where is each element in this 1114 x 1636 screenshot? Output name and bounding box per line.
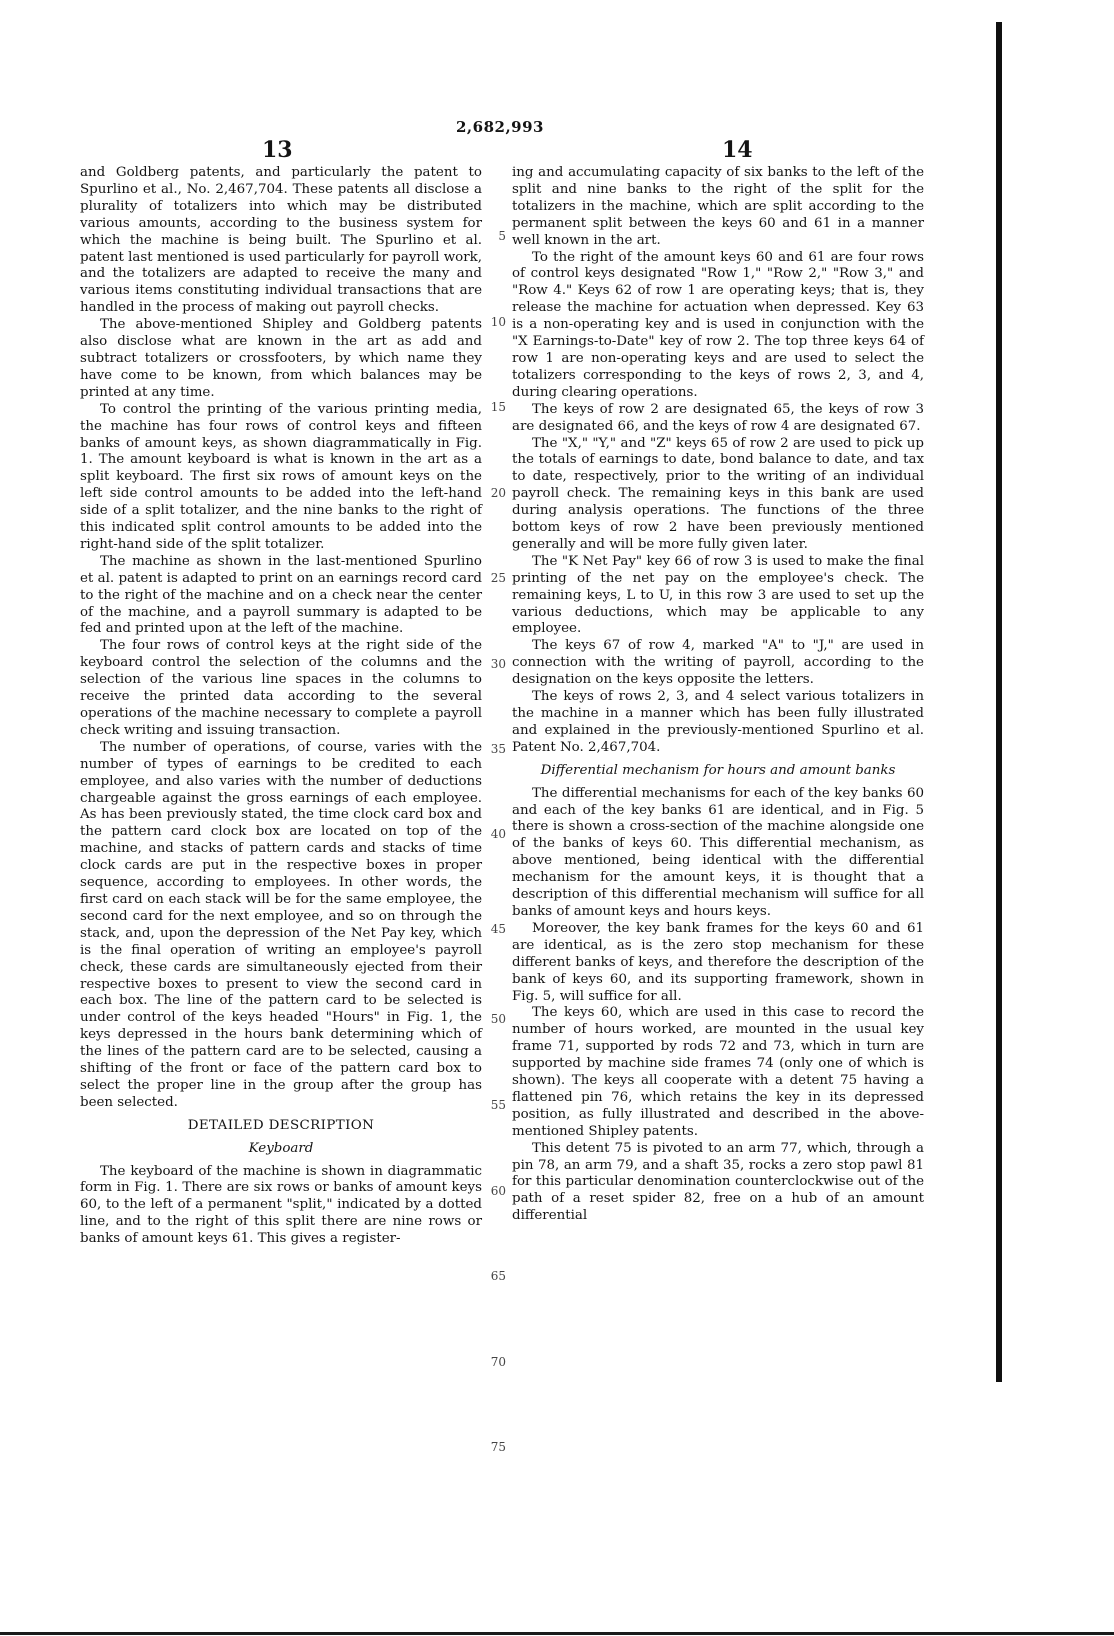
line-number: 10 <box>490 315 506 329</box>
patent-number: 2,682,993 <box>455 118 544 136</box>
paragraph: The "X," "Y," and "Z" keys 65 of row 2 are used to pick up the totals of earnings to date, bond balance to date, and tax to date, respectively, prior to the writing of an individual payroll check. The remaining keys in this bank are used during analysis operations. The functions of the three bottom keys of row 2 have been previously mentioned generally and will be more fully given later. <box>512 435 924 552</box>
line-number: 50 <box>490 1012 506 1026</box>
paragraph: The above-mentioned Shipley and Goldberg patents also disclose what are known in the art as add and subtract totalizers or crossfooters, by which name they have come to be known, from which balances may be printed at any time. <box>80 317 482 400</box>
line-number: 70 <box>490 1355 506 1369</box>
left-page-number: 13 <box>262 137 293 163</box>
line-number: 5 <box>498 229 506 243</box>
right-margin-rule <box>996 22 1002 1382</box>
line-number: 60 <box>490 1184 506 1198</box>
paragraph: The "K Net Pay" key 66 of row 3 is used to make the final printing of the net pay on the employee's check. The remaining keys, L to U, in this row 3 are used to set up the various deductions, which may be applicable to any employee. <box>512 553 924 637</box>
section-heading: DETAILED DESCRIPTION <box>187 1117 375 1133</box>
paragraph: The number of operations, of course, varies with the number of types of earnings to be credited to each employee, and also varies with the number of deductions chargeable against the gross earnings of each employee. As has been previously stated, the time clock card box and the pattern card clock box are located on top of the machine, and stacks of pattern cards and stacks of time clock cards are put in the respective boxes in proper sequence, according to employees. In other words, the first card on each stack will be for the same employee, the second card for the next employee, and so on through the stack, and, upon the depression of the Net Pay key, which is the final operation of writing an employee's payroll check, these cards are simultaneously ejected from their respective boxes to present to view the second card in each box. The line of the pattern card to be selected is under control of the keys headed "Hours" in Fig. 1, the keys depressed in the hours bank determining which of the lines of the pattern card are to be selected, causing a shifting of the front or face of the pattern card box to select the proper line in the group after the group has been selected. <box>80 739 482 1110</box>
line-number: 75 <box>490 1440 506 1454</box>
line-number: 45 <box>490 922 506 936</box>
paragraph: To the right of the amount keys 60 and 61 are four rows of control keys designated "Row 1," "Row 2," "Row 3," and "Row 4." Keys 62 of row 1 are operating keys; that is, they release the machine for actuation when depressed. Key 63 is a non-operating key and is used in conjunction with the "X Earnings-to-Date" key of row 2. The top three keys 64 of row 1 are non-operating keys and are used to select the totalizers corresponding to the keys of rows 2, 3, and 4, during clearing operations. <box>512 249 924 400</box>
line-number: 30 <box>490 657 506 671</box>
paragraph: ing and accumulating capacity of six banks to the left of the split and nine banks to the right of the split for the totalizers in the machine, which are split according to the permanent split between the keys 60 and 61 in a manner well known in the art. <box>512 165 924 248</box>
left-text-column <box>80 165 482 1248</box>
right-text-column <box>512 165 924 1225</box>
paragraph: The keys of rows 2, 3, and 4 select various totalizers in the machine in a manner which has been fully illustrated and explained in the previously-mentioned Spurlino et al. Patent No. 2,467,704. <box>512 689 924 755</box>
paragraph: The machine as shown in the last-mentioned Spurlino et al. patent is adapted to print on an earnings record card to the right of the machine and on a check near the center of the machine, and a payroll summary is adapted to be fed and printed upon at the left of the machine. <box>80 553 482 637</box>
line-number: 15 <box>490 400 506 414</box>
right-page-number: 14 <box>722 137 753 163</box>
paragraph: The keys 67 of row 4, marked "A" to "J," are used in connection with the writing of payroll, according to the designation on the keys opposite the letters. <box>512 638 924 688</box>
paragraph: The differential mechanisms for each of the key banks 60 and each of the key banks 61 are identical, and in Fig. 5 there is shown a cross-section of the machine alongside one of the banks of keys 60. This differential mechanism, as above mentioned, being identical with the differential mechanism for the amount keys, it is thought that a description of this differential mechanism will suffice for all banks of amount keys and hours keys. <box>512 785 924 919</box>
paragraph: and Goldberg patents, and particularly the patent to Spurlino et al., No. 2,467,704. These patents all disclose a plurality of totalizers into which may be distributed various amounts, according to the business system for which the machine is being built. The Spurlino et al. patent last mentioned is used particularly for payroll work, and the totalizers are adapted to receive the many and various items constituting individual transactions that are handled in the process of making out payroll checks. <box>80 165 482 316</box>
paragraph: The keys of row 2 are designated 65, the keys of row 3 are designated 66, and the keys of row 4 are designated 67. <box>512 401 924 434</box>
line-number: 35 <box>490 742 506 756</box>
subsection-heading: Differential mechanism for hours and amount banks <box>540 762 896 778</box>
line-number: 20 <box>490 486 506 500</box>
line-number: 65 <box>490 1269 506 1283</box>
subsection-heading: Keyboard <box>248 1140 314 1156</box>
paragraph: The keyboard of the machine is shown in diagrammatic form in Fig. 1. There are six rows or banks of amount keys 60, to the left of a permanent "split," indicated by a dotted line, and to the right of this split there are nine rows or banks of amount keys 61. This gives a register- <box>80 1163 482 1247</box>
paragraph: The four rows of control keys at the right side of the keyboard control the selection of the columns and the selection of the various line spaces in the columns to receive the printed data according to the several operations of the machine necessary to complete a payroll check writing and issuing transaction. <box>80 638 482 738</box>
paragraph: To control the printing of the various printing media, the machine has four rows of control keys and fifteen banks of amount keys, as shown diagrammatically in Fig. 1. The amount keyboard is what is known in the art as a split keyboard. The first six rows of amount keys on the left side control amounts to be added into the left-hand side of a split totalizer, and the nine banks to the right of this indicated split control amounts to be added into the right-hand side of the split totalizer. <box>80 401 482 552</box>
paragraph: The keys 60, which are used in this case to record the number of hours worked, are mounted in the usual key frame 71, supported by rods 72 and 73, which in turn are supported by machine side frames 74 (only one of which is shown). The keys all cooperate with a detent 75 having a flattened pin 76, which retains the key in its depressed position, as fully illustrated and described in the above-mentioned Shipley patents. <box>512 1005 924 1139</box>
paragraph: This detent 75 is pivoted to an arm 77, which, through a pin 78, an arm 79, and a shaft 35, rocks a zero stop pawl 81 for this particular denomination counterclockwise out of the path of a reset spider 82, free on a hub of an amount differential <box>512 1140 924 1224</box>
line-number: 55 <box>490 1098 506 1112</box>
line-number: 40 <box>490 827 506 841</box>
bottom-margin-rule <box>0 1632 1114 1635</box>
line-number: 25 <box>490 571 506 585</box>
paragraph: Moreover, the key bank frames for the keys 60 and 61 are identical, as is the zero stop mechanism for these different banks of keys, and therefore the description of the bank of keys 60, and its supporting framework, shown in Fig. 5, will suffice for all. <box>512 920 924 1004</box>
